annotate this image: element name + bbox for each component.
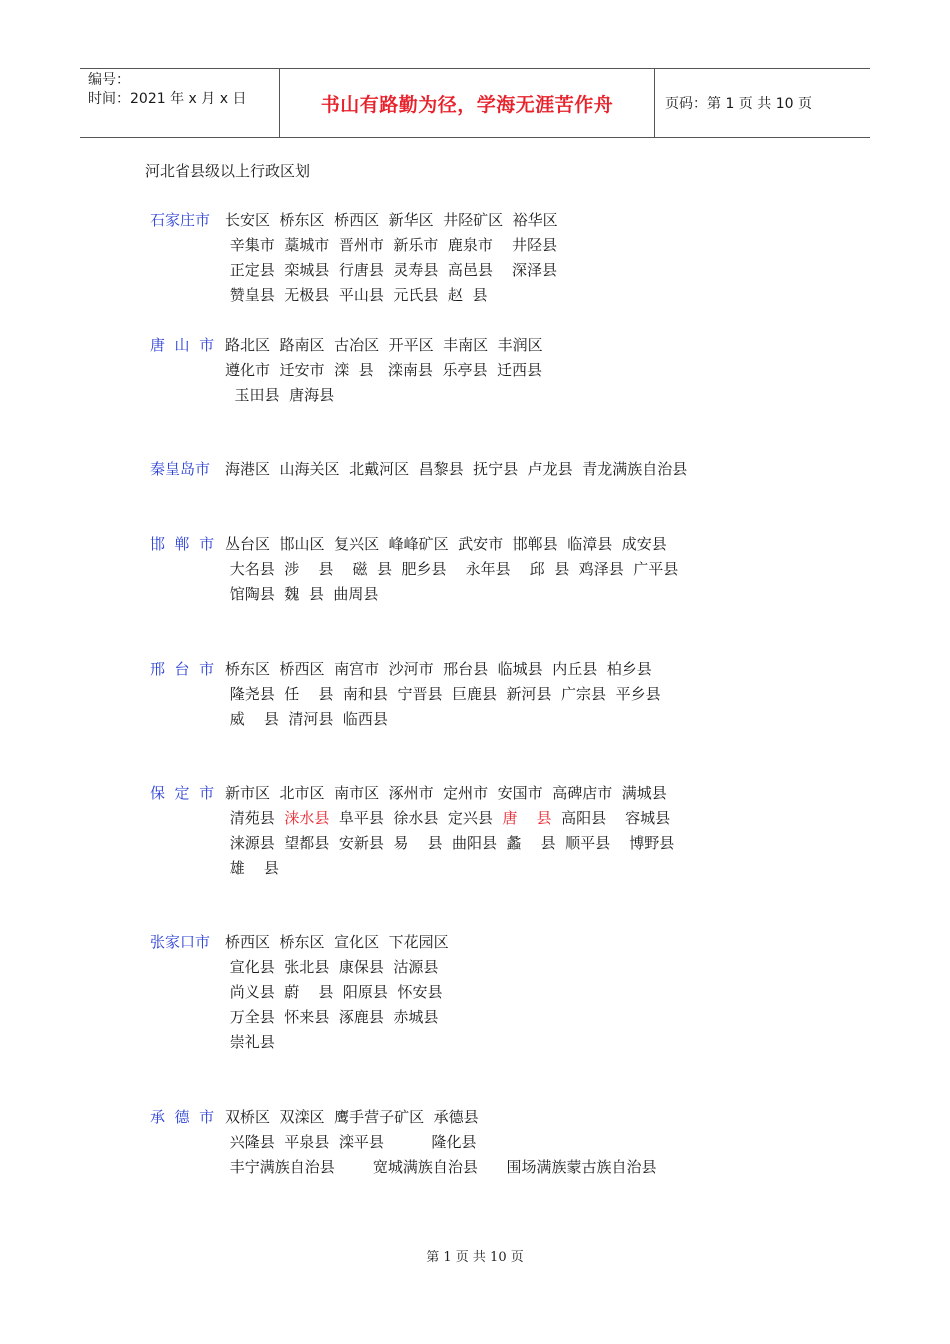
county-row: 尚义县 蔚 县 阳原县 怀安县 — [225, 983, 443, 1001]
page-footer: 第 1 页 共 10 页 — [426, 1250, 524, 1265]
county-row: 兴隆县 平泉县 滦平县 隆化县 — [225, 1133, 477, 1151]
county-row: 丰宁满族自治县 宽城满族自治县 围场满族蒙古族自治县 — [225, 1158, 657, 1176]
city-name: 秦皇岛市 — [150, 460, 211, 478]
header-motto: 书山有路勤为径，学海无涯苦作舟 — [280, 69, 655, 137]
county-row: 威 县 清河县 临西县 — [225, 710, 388, 728]
city-name: 邢 台 市 — [150, 660, 215, 678]
document-title: 河北省县级以上行政区划 — [145, 162, 311, 180]
county-row: 宣化县 张北县 康保县 沽源县 — [225, 958, 439, 976]
county-row: 隆尧县 任 县 南和县 宁晋县 巨鹿县 新河县 广宗县 平乡县 — [225, 685, 661, 703]
highlighted-county: 涞水县 — [284, 809, 330, 827]
county-row: 玉田县 唐海县 — [225, 386, 335, 404]
county-row: 大名县 涉 县 磁 县 肥乡县 永年县 邱 县 鸡泽县 广平县 — [225, 560, 679, 578]
number-label: 编号： — [88, 72, 130, 88]
county-row: 长安区 桥东区 桥西区 新华区 井陉矿区 裕华区 — [225, 211, 558, 229]
city-name: 石家庄市 — [150, 211, 211, 229]
city-name: 唐 山 市 — [150, 336, 215, 354]
city-name: 承 德 市 — [150, 1108, 215, 1126]
county-row: 遵化市 迁安市 滦 县 滦南县 乐亭县 迁西县 — [225, 361, 542, 379]
county-row: 海港区 山海关区 北戴河区 昌黎县 抚宁县 卢龙县 青龙满族自治县 — [225, 460, 688, 478]
county-row: 崇礼县 — [225, 1033, 275, 1051]
highlighted-county: 唐 县 — [502, 809, 552, 827]
county-row: 清苑县 涞水县 阜平县 徐水县 定兴县 唐 县 高阳县 容城县 — [225, 809, 671, 827]
county-row: 万全县 怀来县 涿鹿县 赤城县 — [225, 1008, 439, 1026]
city-name: 邯 郸 市 — [150, 535, 215, 553]
county-row: 雄 县 — [225, 859, 279, 877]
county-row: 桥东区 桥西区 南宫市 沙河市 邢台县 临城县 内丘县 柏乡县 — [225, 660, 652, 678]
county-row: 双桥区 双滦区 鹰手营子矿区 承德县 — [225, 1108, 479, 1126]
date-label: 时间：2021 年 x 月 x 日 — [88, 91, 247, 107]
city-name: 张家口市 — [150, 933, 211, 951]
county-row: 桥西区 桥东区 宣化区 下花园区 — [225, 933, 449, 951]
county-row: 路北区 路南区 古冶区 开平区 丰南区 丰润区 — [225, 336, 543, 354]
county-row: 新市区 北市区 南市区 涿州市 定州市 安国市 高碑店市 满城县 — [225, 784, 667, 802]
county-row: 馆陶县 魏 县 曲周县 — [225, 585, 379, 603]
county-row: 辛集市 藁城市 晋州市 新乐市 鹿泉市 井陉县 — [225, 236, 557, 254]
header-meta — [80, 69, 280, 137]
county-row: 赞皇县 无极县 平山县 元氏县 赵 县 — [225, 286, 488, 304]
city-name: 保 定 市 — [150, 784, 215, 802]
header-page-info: 页码：第 1 页 共 10 页 — [665, 96, 812, 112]
county-row: 正定县 栾城县 行唐县 灵寿县 高邑县 深泽县 — [225, 261, 557, 279]
county-row: 涞源县 望都县 安新县 易 县 曲阳县 蠡 县 顺平县 博野县 — [225, 834, 675, 852]
county-row: 丛台区 邯山区 复兴区 峰峰矿区 武安市 邯郸县 临漳县 成安县 — [225, 535, 667, 553]
document-header — [80, 68, 870, 138]
